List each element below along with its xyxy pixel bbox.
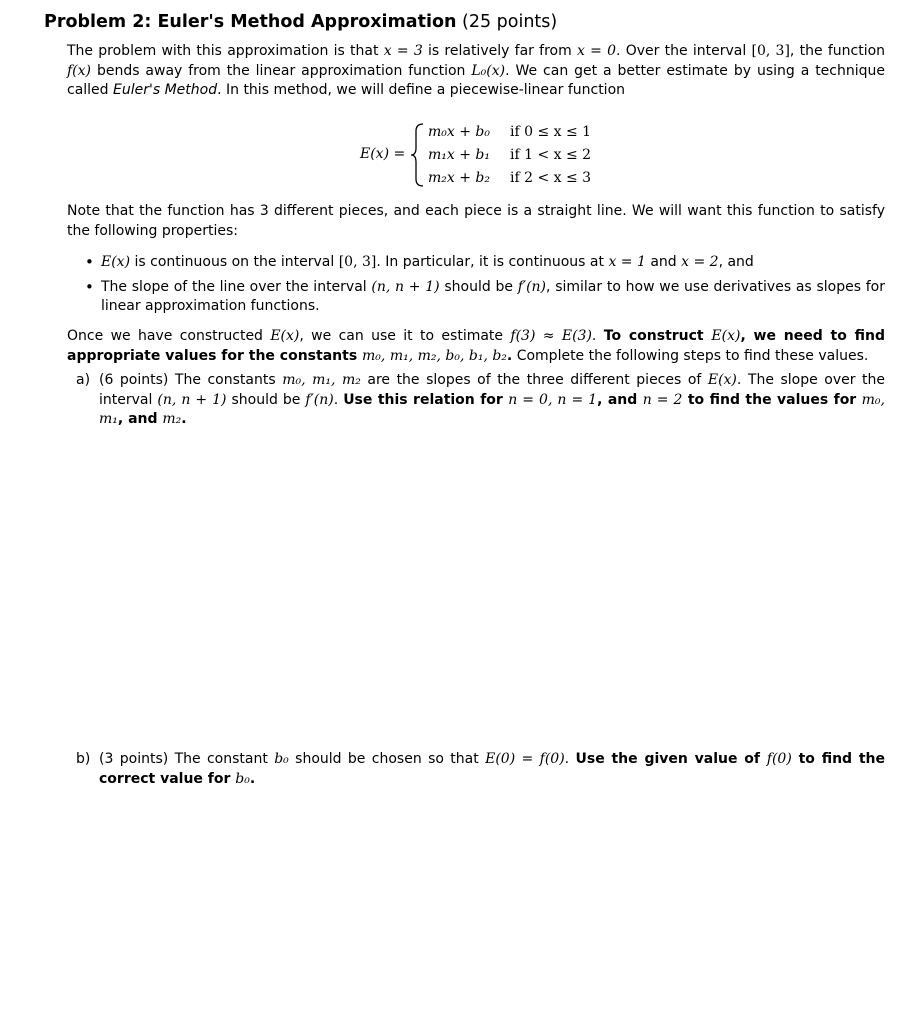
note-paragraph: Note that the function has 3 different pieces, and each piece is a straight line. We will want this function to satisfy the following properties: [67,203,885,239]
piece-expression: m₂x + b₂ [428,170,490,186]
piece-condition: if 2 < x ≤ 3 [510,170,592,186]
piece-condition: if 1 < x ≤ 2 [510,147,592,163]
problem-points: (25 points) [462,12,558,32]
piece-expression: m₀x + b₀ [428,124,490,140]
equation-lhs: E(x) = [360,146,406,162]
intro-paragraph: The problem with this approximation is that x = 3 is relatively far from x = 0. Over the interval [0, 3], the function f(x) bends away from the linear approximation function L₀(x). We can get a better estimate by using a technique called Euler's Method. In this method, we will define a piecewise-linear function [67,43,886,98]
part-b [76,750,885,789]
part-a-text: (6 points) The constants m₀, m₁, m₂ are the slopes of the three different pieces of E(x). The slope over the interval (n, n + 1) should be f′(n). Use this relation for n = 0, n = 1, and n = 2 to find the values for m₀, m₁, and m₂. [99,372,885,427]
part-b-label: b) [76,751,91,767]
part-a [76,371,885,430]
part-a-label: a) [76,372,91,388]
list-item: • E(x) is continuous on the interval [0, 3]. In particular, it is continuous at x = 1 and x = 2, and [67,253,885,273]
problem-title-text: Problem 2: Euler's Method Approximation [44,12,457,32]
properties-list [67,253,885,322]
list-item: • The slope of the line over the interval (n, n + 1) should be f′(n), similar to how we use derivatives as slopes for linear approximation functions. [67,278,885,317]
piece-condition: if 0 ≤ x ≤ 1 [510,124,592,140]
construct-paragraph: Once we have constructed E(x), we can use it to estimate f(3) ≈ E(3). To construct E(x), we need to find appropriate values for the constants m₀, m₁, m₂, b₀, b₁, b₂. Complete the following steps to find these values. [67,328,886,364]
piece-expression: m₁x + b₁ [428,147,490,163]
curly-brace-icon [410,122,426,188]
part-b-text: (3 points) The constant b₀ should be chosen so that E(0) = f(0). Use the given value of f(0) to find the correct value for b₀. [99,751,886,787]
problem-title [44,12,557,32]
